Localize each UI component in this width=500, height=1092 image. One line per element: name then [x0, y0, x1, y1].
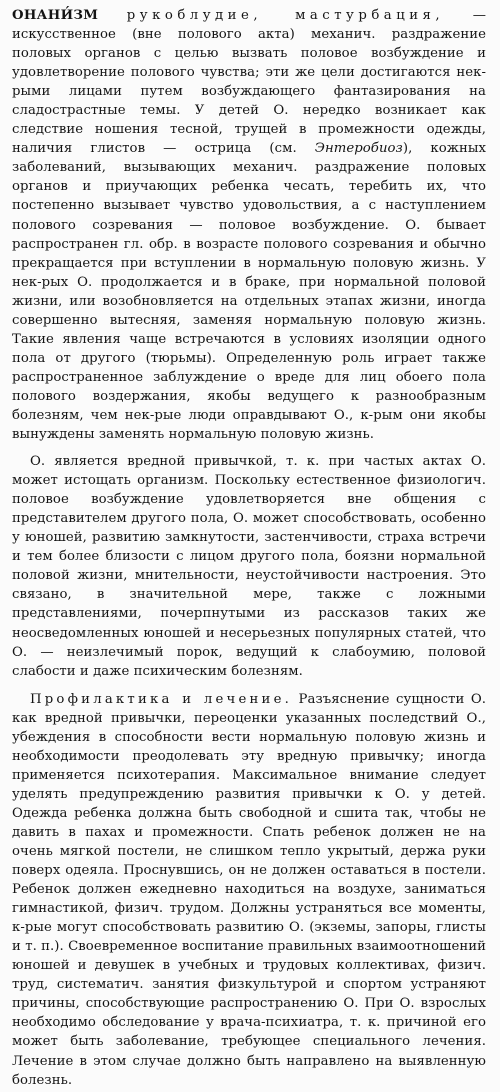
headword-synonyms: рукоблудие, мастурбация,	[126, 8, 445, 23]
definition-text-continued: ), кожных заболеваний, вызывающих механич. раздражение половых органов и приучающих ребенка чесать, теребить их, что постепенно вызывает чувство удовольствия, а с наступлением полового созревания — половое возбуждение. О. бывает распространен гл. обр. в возрасте полового созревания и обычно прекращается при вступлении в нормальную половую жизнь. У нек-рых О. продолжается и в браке, при нормальной половой жизни, или возобновляется на отдельных этапах жизни, иногда совершенно вытесняя, заменяя нормальную половую жизнь. Такие явления чаще встречаются в условиях изоляции одного пола от другого (тюрьмы). Определенную роль играет также распространенное заблуждение о вреде для лиц обоего пола полового воздержания, якобы ведущего к разнообразным болезням, чем нек-рые люди оправдывают О., к-рым они якобы вынуждены заменять нормальную половую жизнь.	[12, 141, 486, 443]
section-heading: Профилактика и лечение.	[30, 691, 293, 707]
article-paragraph-definition	[12, 6, 486, 444]
prevention-text: Разъяснение сущности О. как вредной привычки, переоценки указанных последствий О., убеждения в способности вести нормальную половую жизнь и необходимости преодолевать эту вредную привычку; иногда применяется психотерапия. Максимальное внимание следует уделять предупреждению развития привычки к О. у детей. Одежда ребенка должна быть свободной и сшита так, чтобы не давить в пахах и промежности. Спать ребенок должен не на очень мягкой постели, не слишком тепло укрытый, держа руки поверх одеяла. Проснувшись, он не должен оставаться в постели. Ребенок должен ежедневно находиться на воздухе, заниматься гимнастикой, физич. трудом. Должны устраняться все моменты, к-рые могут способствовать развитию О. (экземы, запоры, глисты и т. п.). Своевременное воспитание правильных взаимоотношений юношей и девушек в учебных и трудовых коллективах, физич. труд, систематич. занятия физкультурой и спортом устраняют причины, способствующие распространению О. При О. взрослых необходимо обследование у врача-психиатра, т. к. причиной его может быть заболевание, требующее специального лечения. Лечение в этом случае должно быть направлено на выявленную болезнь.	[12, 691, 486, 1088]
cross-reference: Энтеробиоз	[314, 141, 403, 157]
definition-text: — искусственное (вне полового акта) механич. раздражение половых органов с целью вызвать половое возбуждение и удовлетворение полового чувства; эти же цели достигаются нек-рыми лицами путем возбуждающего фантазирования на сладострастные темы. У детей О. нередко возникает как следствие ношения тесной, трущей в промежности одежды, наличия глистов — острица (см.	[12, 8, 487, 157]
article-headword: ОНАНИ́ЗМ	[12, 8, 99, 23]
article-paragraph-prevention	[12, 690, 486, 1090]
article-paragraph-harm: О. является вредной привычкой, т. к. при частых актах О. может истощать организм. Поскольку естественное физиологич. половое возбуждение удовлетворяется вне общения с представителем другого пола, О. может способствовать, особенно у юношей, развитию замкнутости, застенчивости, страха встречи и тем более близости с лицом другого пола, боязни нормальной половой жизни, мнительности, неустойчивости настроения. Это связано, в значительной мере, также с ложными представлениями, почерпнутыми из рассказов таких же неосведомленных юношей и несерьезных популярных статей, что О. — неизлечимый порок, ведущий к слабоумию, половой слабости и даже психическим болезням.	[12, 454, 486, 679]
